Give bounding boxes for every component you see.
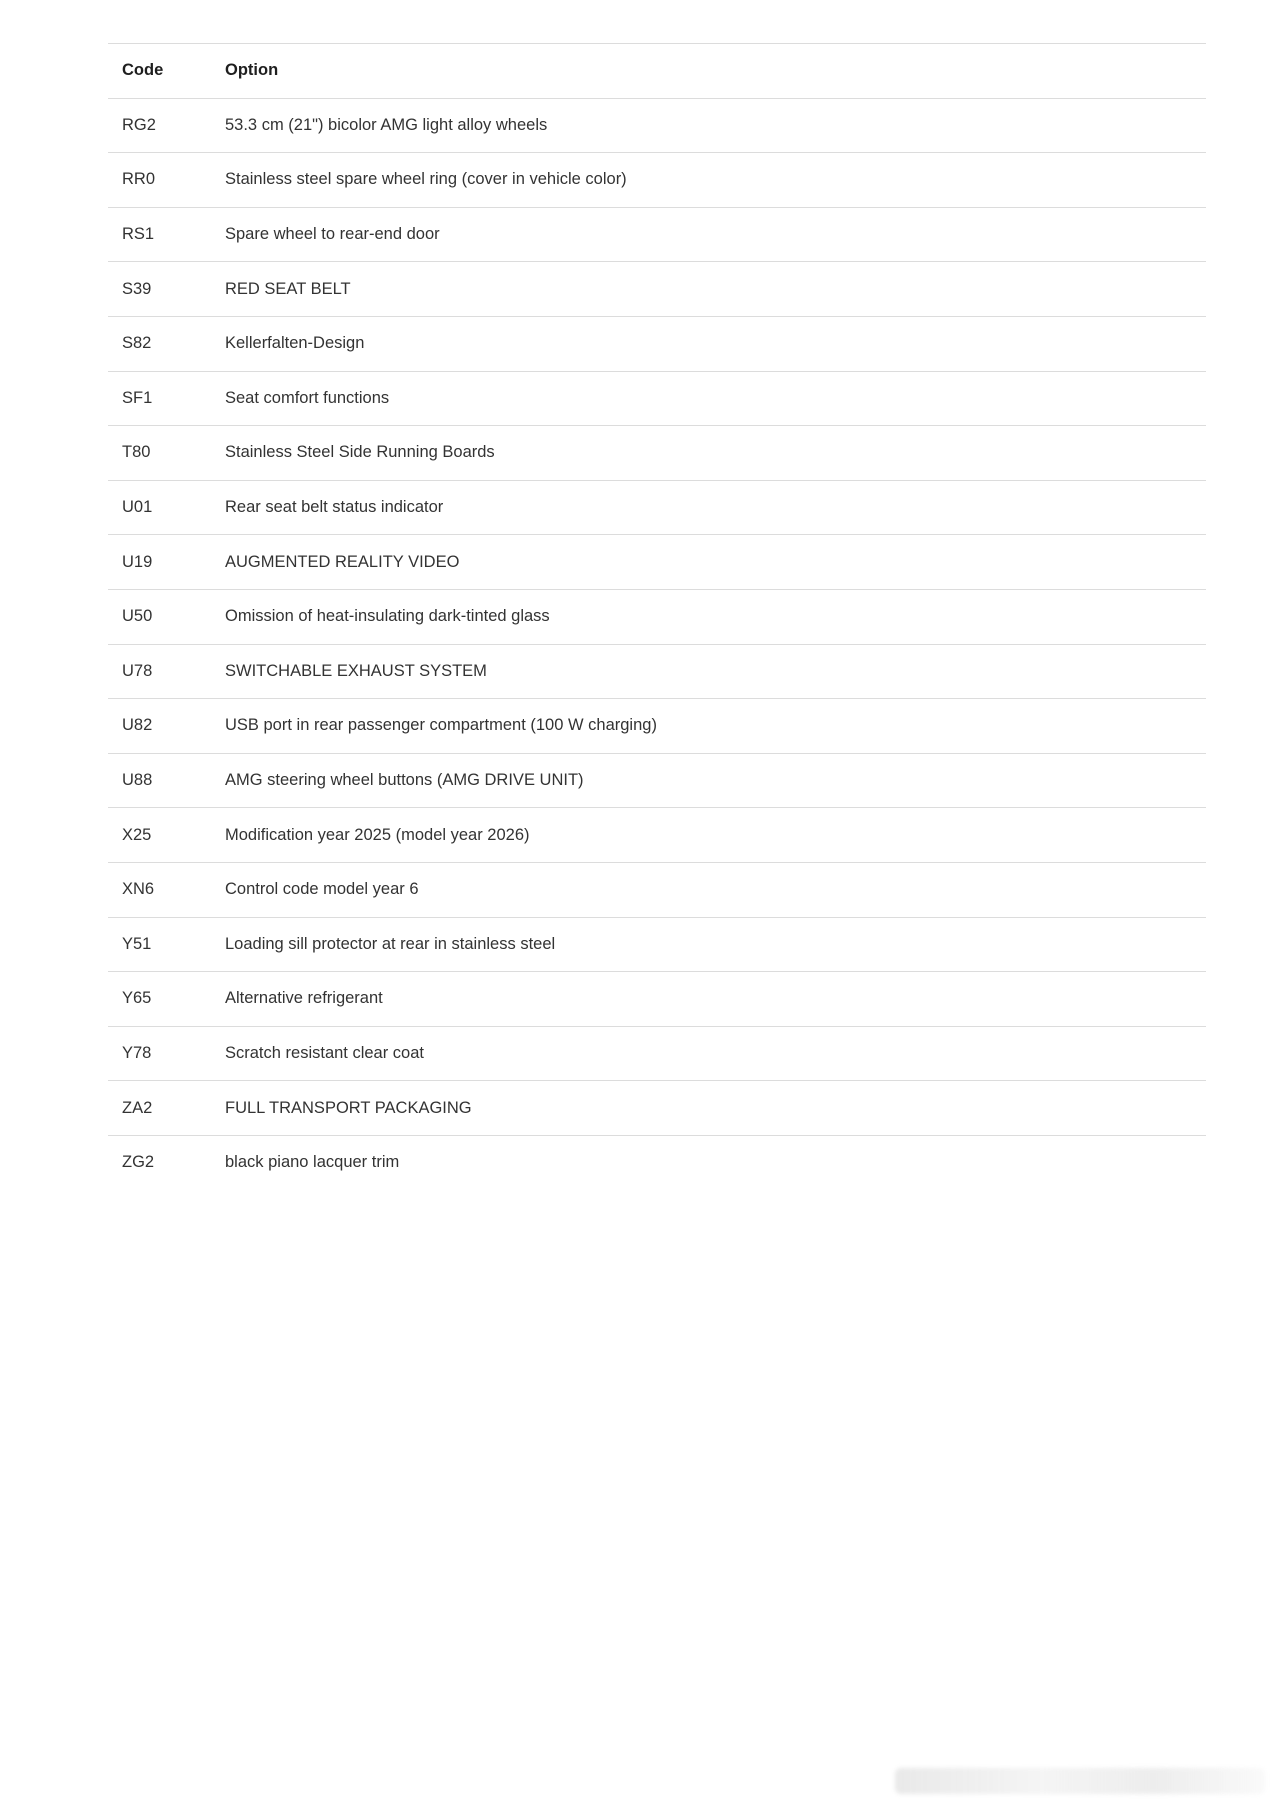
table-row [108,262,1206,317]
option-description: Scratch resistant clear coat [211,1026,1206,1081]
option-code: SF1 [108,371,211,426]
option-description: Kellerfalten-Design [211,316,1206,371]
option-code: Y65 [108,972,211,1027]
table-row [108,1026,1206,1081]
option-code: Y78 [108,1026,211,1081]
option-code: U78 [108,644,211,699]
table-row [108,1081,1206,1136]
column-header-option: Option [211,44,1206,99]
table-row [108,808,1206,863]
option-description: AUGMENTED REALITY VIDEO [211,535,1206,590]
blurred-watermark [895,1768,1265,1794]
table-row [108,153,1206,208]
table-row [108,480,1206,535]
option-description: RED SEAT BELT [211,262,1206,317]
option-code: S82 [108,316,211,371]
table-row [108,699,1206,754]
option-code: U82 [108,699,211,754]
table-row [108,589,1206,644]
option-code: X25 [108,808,211,863]
option-code: ZA2 [108,1081,211,1136]
table-row [108,972,1206,1027]
option-description: Seat comfort functions [211,371,1206,426]
table-row [108,426,1206,481]
table-row [108,371,1206,426]
option-description: SWITCHABLE EXHAUST SYSTEM [211,644,1206,699]
option-code: U50 [108,589,211,644]
option-description: Control code model year 6 [211,862,1206,917]
table-header-row [108,44,1206,99]
option-description: AMG steering wheel buttons (AMG DRIVE UNIT) [211,753,1206,808]
option-code: S39 [108,262,211,317]
option-description: Loading sill protector at rear in stainless steel [211,917,1206,972]
table-row [108,98,1206,153]
options-table [108,43,1206,1190]
option-description: Alternative refrigerant [211,972,1206,1027]
table-row [108,644,1206,699]
table-row [108,316,1206,371]
option-description: Modification year 2025 (model year 2026) [211,808,1206,863]
column-header-code: Code [108,44,211,99]
option-description: Stainless Steel Side Running Boards [211,426,1206,481]
option-code: ZG2 [108,1135,211,1190]
option-code: U19 [108,535,211,590]
table-row [108,207,1206,262]
table-row [108,917,1206,972]
option-description: 53.3 cm (21") bicolor AMG light alloy wheels [211,98,1206,153]
table-row [108,535,1206,590]
option-description: black piano lacquer trim [211,1135,1206,1190]
option-code: RG2 [108,98,211,153]
table-row [108,862,1206,917]
option-code: Y51 [108,917,211,972]
option-description: Spare wheel to rear-end door [211,207,1206,262]
option-code: XN6 [108,862,211,917]
option-description: USB port in rear passenger compartment (100 W charging) [211,699,1206,754]
table-row [108,1135,1206,1190]
option-description: Omission of heat-insulating dark-tinted glass [211,589,1206,644]
option-description: Stainless steel spare wheel ring (cover in vehicle color) [211,153,1206,208]
option-code: RR0 [108,153,211,208]
option-code: U88 [108,753,211,808]
table-row [108,753,1206,808]
option-description: FULL TRANSPORT PACKAGING [211,1081,1206,1136]
option-code: T80 [108,426,211,481]
table-body [108,98,1206,1190]
option-code: U01 [108,480,211,535]
option-code: RS1 [108,207,211,262]
option-description: Rear seat belt status indicator [211,480,1206,535]
